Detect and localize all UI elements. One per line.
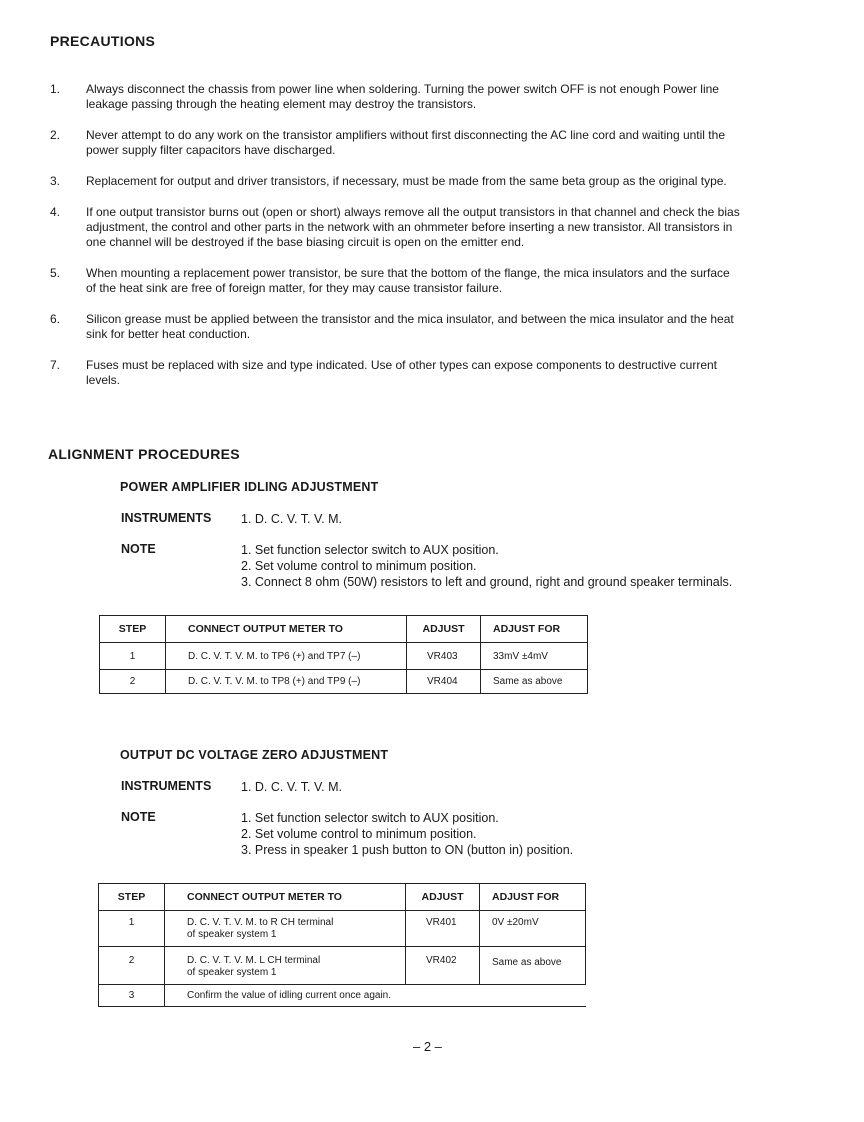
item-number: 3. (50, 174, 61, 188)
idling-table (99, 615, 588, 694)
list-item (50, 174, 740, 189)
cell-adjust: VR401 (406, 911, 480, 947)
list-item (50, 82, 740, 112)
alignment-heading: ALIGNMENT PROCEDURES (48, 446, 240, 462)
note-item: 1. Set function selector switch to AUX position. (241, 811, 499, 825)
note-label: NOTE (121, 542, 156, 556)
cell-adjust: VR402 (406, 947, 480, 985)
note-item: 3. Press in speaker 1 push button to ON (button in) position. (241, 843, 574, 857)
precautions-list (50, 82, 740, 404)
cell-adjust: VR403 (407, 643, 481, 670)
note-label: NOTE (121, 810, 156, 824)
list-item (50, 205, 740, 250)
note-item: 3. Connect 8 ohm (50W) resistors to left and ground, right and ground speaker terminals. (241, 575, 733, 589)
note-item: 1. Set function selector switch to AUX position. (241, 543, 499, 557)
item-number: 2. (50, 128, 61, 142)
instruments-label: INSTRUMENTS (121, 779, 212, 793)
idling-subheading: POWER AMPLIFIER IDLING ADJUSTMENT (120, 480, 379, 494)
item-number: 4. (50, 205, 61, 219)
header-adjust-for: ADJUST FOR (481, 616, 588, 643)
item-text: Silicon grease must be applied between the transistor and the mica insulator, and between the mica insulator and the heat sink for better heat conduction. (86, 312, 734, 341)
cell-adjust-for: 0V ±20mV (480, 911, 586, 947)
header-step: STEP (100, 616, 166, 643)
cell-step: 2 (99, 947, 165, 985)
cell-adjust: VR404 (407, 670, 481, 694)
page-number: – 2 – (413, 1039, 442, 1054)
header-connect: CONNECT OUTPUT METER TO (166, 616, 407, 643)
item-text: Fuses must be replaced with size and type indicated. Use of other types can expose components to destructive current levels. (86, 358, 718, 387)
cell-step: 3 (99, 985, 165, 1007)
list-item (50, 358, 740, 388)
item-number: 7. (50, 358, 61, 372)
cell-confirm: Confirm the value of idling current once again. (165, 985, 586, 1007)
cell-connect-line: of speaker system 1 (187, 967, 277, 978)
header-connect: CONNECT OUTPUT METER TO (165, 884, 406, 911)
cell-step: 2 (100, 670, 166, 694)
item-text: Never attempt to do any work on the transistor amplifiers without first disconnecting the AC line cord and waiting until the power supply filter capacitors have discharged. (86, 128, 725, 157)
cell-step: 1 (100, 643, 166, 670)
item-text: Replacement for output and driver transistors, if necessary, must be made from the same beta group as the original type. (86, 174, 727, 188)
cell-connect-line: of speaker system 1 (187, 929, 277, 940)
instruments-value: 1. D. C. V. T. V. M. (241, 512, 342, 526)
list-item (50, 312, 740, 342)
cell-connect (165, 947, 406, 985)
note-item: 2. Set volume control to minimum position. (241, 559, 477, 573)
table-row (100, 643, 588, 670)
item-text: Always disconnect the chassis from power line when soldering. Turning the power switch OFF is not enough Power line leakage passing through the heating element may destroy the transistors. (86, 82, 719, 111)
note-item: 2. Set volume control to minimum position. (241, 827, 477, 841)
table-row (99, 985, 586, 1007)
cell-adjust-for: Same as above (480, 947, 586, 985)
header-adjust-for: ADJUST FOR (480, 884, 586, 911)
cell-connect (165, 911, 406, 947)
table-row (100, 670, 588, 694)
header-adjust: ADJUST (406, 884, 480, 911)
cell-adjust-for: Same as above (481, 670, 588, 694)
cell-step: 1 (99, 911, 165, 947)
cell-connect: D. C. V. T. V. M. to TP8 (+) and TP9 (–) (166, 670, 407, 694)
dczero-table (98, 883, 586, 1007)
item-number: 6. (50, 312, 61, 326)
note-list (241, 810, 573, 858)
list-item (50, 266, 740, 296)
item-number: 1. (50, 82, 61, 96)
cell-connect-line: D. C. V. T. V. M. L CH terminal (187, 955, 321, 966)
item-number: 5. (50, 266, 61, 280)
item-text: When mounting a replacement power transistor, be sure that the bottom of the flange, the mica insulators and the surface of the heat sink are free of foreign matter, for they may cause transistor failure. (86, 266, 730, 295)
note-list (241, 542, 732, 590)
list-item (50, 128, 740, 158)
dczero-subheading: OUTPUT DC VOLTAGE ZERO ADJUSTMENT (120, 748, 389, 762)
table-row (99, 911, 586, 947)
table-row (99, 947, 586, 985)
cell-connect: D. C. V. T. V. M. to TP6 (+) and TP7 (–) (166, 643, 407, 670)
cell-connect-line: D. C. V. T. V. M. to R CH terminal (187, 917, 334, 928)
precautions-heading: PRECAUTIONS (50, 33, 156, 49)
header-step: STEP (99, 884, 165, 911)
cell-adjust-for: 33mV ±4mV (481, 643, 588, 670)
instruments-label: INSTRUMENTS (121, 511, 212, 525)
instruments-value: 1. D. C. V. T. V. M. (241, 780, 342, 794)
table-header-row (99, 884, 586, 911)
table-header-row (100, 616, 588, 643)
header-adjust: ADJUST (407, 616, 481, 643)
item-text: If one output transistor burns out (open or short) always remove all the output transistors in that channel and check the bias adjustment, the control and other parts in the network with an ohmmeter before inserting a new transistor. All transistors in one channel will be destroyed if the base biasing circuit is open on the emitter end. (86, 205, 740, 249)
